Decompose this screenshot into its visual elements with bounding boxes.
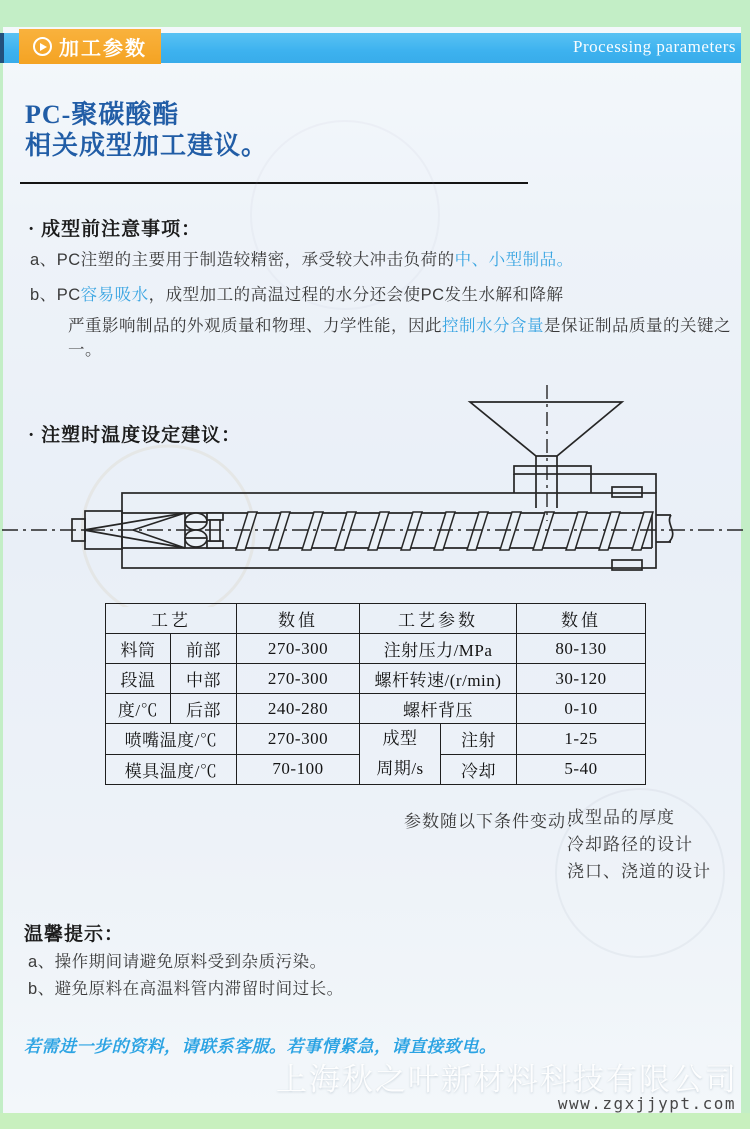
conditions-label: 参数随以下条件变动： xyxy=(404,812,584,831)
cell-temp: 240-280 xyxy=(237,694,360,724)
item-b2-post: 是保证制品质量的关键之一。 xyxy=(68,317,731,359)
condition-item: 冷却路径的设计 xyxy=(567,835,693,854)
item-b2-highlight: 控制水分含量 xyxy=(442,317,544,335)
company-watermark: 上海秋之叶新材料科技有限公司 xyxy=(276,1062,738,1097)
cell-zone: 中部 xyxy=(171,664,237,694)
cell-group: 料筒 xyxy=(106,634,171,664)
condition-item: 成型品的厚度 xyxy=(567,808,675,827)
item-b-highlight: 容易吸水 xyxy=(80,286,149,304)
tip-item-b: b、避免原料在高温料管内滞留时间过长。 xyxy=(28,980,344,998)
condition-item: 浇口、浇道的设计 xyxy=(567,862,711,881)
cell-temp: 270-300 xyxy=(237,664,360,694)
cell-value: 0-10 xyxy=(517,694,646,724)
item-b-prefix: b、 xyxy=(30,286,57,304)
cell-temp: 270-300 xyxy=(237,724,360,755)
header-bar-edge xyxy=(0,33,4,63)
page-title-line2: 相关成型加工建议。 xyxy=(25,131,269,160)
cell-zone: 后部 xyxy=(171,694,237,724)
temperature-heading: · 注塑时温度设定建议： xyxy=(28,425,242,446)
cell-param: 注射压力/MPa xyxy=(360,634,517,664)
table-header-row xyxy=(106,604,646,634)
heater-band xyxy=(612,487,642,497)
header-parameter: 工艺参数 xyxy=(360,604,517,634)
cell-param: 螺杆转速/(r/min) xyxy=(360,664,517,694)
table-row-middle xyxy=(106,664,646,694)
precaution-item-b xyxy=(30,281,564,305)
item-a-highlight: 中、小型制品。 xyxy=(454,251,574,269)
page-title-line1: PC-聚碳酸酯 xyxy=(25,100,180,129)
cell-value: 30-120 xyxy=(517,664,646,694)
cell-value: 5-40 xyxy=(517,754,646,785)
cell-group: 度/℃ xyxy=(106,694,171,724)
cycle-label-1: 成型 xyxy=(382,729,418,748)
precautions-heading: · 成型前注意事项： xyxy=(28,219,202,240)
section-badge xyxy=(19,29,161,64)
header-value2: 数值 xyxy=(517,604,646,634)
tip-item-a: a、操作期间请避免原料受到杂质污染。 xyxy=(28,953,327,971)
cell-group: 段温 xyxy=(106,664,171,694)
header-english-label: Processing parameters xyxy=(573,37,736,56)
item-b2-pre: 严重影响制品的外观质量和物理、力学性能，因此 xyxy=(68,317,442,335)
item-b-text: ，成型加工的高温过程的水分还会使PC发生水解和降解 xyxy=(148,286,564,304)
bottom-border xyxy=(0,1113,750,1129)
header-value1: 数值 xyxy=(237,604,360,634)
cell-value: 80-130 xyxy=(517,634,646,664)
cycle-label-2: 周期/s xyxy=(376,759,424,778)
item-a-text: PC注塑的主要用于制造较精密，承受较大冲击负荷的 xyxy=(56,251,455,269)
cell-label: 喷嘴温度/℃ xyxy=(106,724,237,755)
cell-cycle xyxy=(360,724,441,785)
contact-note: 若需进一步的资料，请联系客服。若事情紧急，请直接致电。 xyxy=(24,1037,497,1056)
table-row-rear xyxy=(106,694,646,724)
website-url: www.zgxjjypt.com xyxy=(557,1094,736,1113)
cell-temp: 70-100 xyxy=(237,754,360,785)
shaft-break xyxy=(656,515,673,542)
play-circle-icon xyxy=(33,37,52,56)
precaution-item-b-wrap xyxy=(68,312,750,360)
injection-screw-diagram xyxy=(0,382,750,607)
cell-phase: 冷却 xyxy=(441,754,517,785)
cell-phase: 注射 xyxy=(441,724,517,755)
cell-value: 1-25 xyxy=(517,724,646,755)
item-b-pre: PC xyxy=(56,286,81,304)
item-a-prefix: a、 xyxy=(30,251,57,269)
cell-param: 螺杆背压 xyxy=(360,694,517,724)
page-title xyxy=(25,99,268,161)
badge-label: 加工参数 xyxy=(59,38,147,60)
title-divider xyxy=(20,182,528,184)
table-row-front xyxy=(106,634,646,664)
cell-label: 模具温度/℃ xyxy=(106,754,237,785)
cell-zone: 前部 xyxy=(171,634,237,664)
header-process: 工艺 xyxy=(106,604,237,634)
tips-heading: 温馨提示： xyxy=(24,924,125,945)
hopper-funnel xyxy=(470,402,656,508)
table-row-nozzle xyxy=(106,724,646,755)
precaution-item-a xyxy=(30,246,574,270)
cell-temp: 270-300 xyxy=(237,634,360,664)
screw-flights xyxy=(236,512,653,550)
process-parameters-table xyxy=(105,603,646,785)
conditions-list xyxy=(567,807,711,888)
